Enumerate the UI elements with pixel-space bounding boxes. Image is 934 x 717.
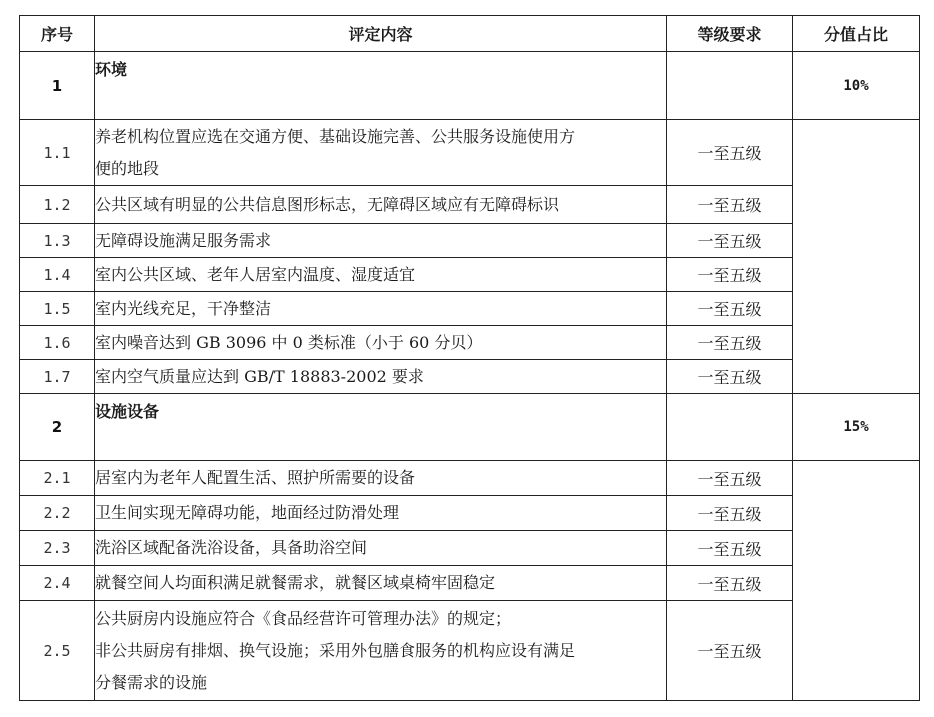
item-content-line: 养老机构位置应选在交通方便、基础设施完善、公共服务设施使用方 <box>95 126 576 146</box>
section-row <box>20 394 920 461</box>
item-level: 一至五级 <box>667 292 793 326</box>
item-content <box>95 258 667 292</box>
item-content <box>95 292 667 326</box>
section-weight: 15% <box>793 394 920 461</box>
item-content-line: 公共厨房内设施应符合《食品经营许可管理办法》的规定； <box>95 608 512 628</box>
item-number: 2.1 <box>20 461 95 496</box>
item-content-line: 非公共厨房有排烟、换气设施；采用外包膳食服务的机构应设有满足 <box>95 640 576 660</box>
header-row <box>20 16 920 52</box>
table-row <box>20 186 920 224</box>
item-level: 一至五级 <box>667 120 793 186</box>
item-content-line: 就餐空间人均面积满足就餐需求，就餐区域桌椅牢固稳定 <box>95 573 496 592</box>
item-content <box>95 120 667 186</box>
table-row <box>20 326 920 360</box>
item-weight-merged <box>793 120 920 394</box>
item-number: 1.6 <box>20 326 95 360</box>
table-row <box>20 566 920 601</box>
section-title: 设施设备 <box>95 394 667 461</box>
item-level: 一至五级 <box>667 566 793 601</box>
item-number: 1.4 <box>20 258 95 292</box>
header-weight: 分值占比 <box>793 16 920 52</box>
item-content-line: 居室内为老年人配置生活、照护所需要的设备 <box>95 468 416 487</box>
table-row <box>20 531 920 566</box>
item-level: 一至五级 <box>667 224 793 258</box>
item-content <box>95 461 667 496</box>
item-content-line: 卫生间实现无障碍功能，地面经过防滑处理 <box>95 503 400 522</box>
item-number: 2.5 <box>20 601 95 701</box>
table-row <box>20 224 920 258</box>
item-number: 1.2 <box>20 186 95 224</box>
section-row <box>20 52 920 120</box>
item-content-line: 室内噪音达到 GB 3096 中 0 类标准（小于 60 分贝） <box>95 332 483 352</box>
item-content-line: 无障碍设施满足服务需求 <box>95 230 272 250</box>
header-content: 评定内容 <box>95 16 667 52</box>
item-number: 1.7 <box>20 360 95 394</box>
item-level: 一至五级 <box>667 531 793 566</box>
item-content <box>95 531 667 566</box>
item-level: 一至五级 <box>667 496 793 531</box>
item-number: 2.4 <box>20 566 95 601</box>
section-level-empty <box>667 52 793 120</box>
item-number: 2.3 <box>20 531 95 566</box>
item-content-line: 室内空气质量应达到 GB/T 18883-2002 要求 <box>95 366 424 386</box>
table-row <box>20 292 920 326</box>
item-content <box>95 186 667 224</box>
item-content <box>95 601 667 701</box>
item-content <box>95 224 667 258</box>
table-body <box>20 52 920 701</box>
item-number: 1.3 <box>20 224 95 258</box>
item-level: 一至五级 <box>667 258 793 292</box>
item-content-line: 分餐需求的设施 <box>95 672 208 692</box>
item-content-line: 洗浴区域配备洗浴设备，具备助浴空间 <box>95 538 368 557</box>
item-level: 一至五级 <box>667 186 793 224</box>
item-content-line: 公共区域有明显的公共信息图形标志，无障碍区域应有无障碍标识 <box>95 194 560 214</box>
section-weight: 10% <box>793 52 920 120</box>
item-level: 一至五级 <box>667 326 793 360</box>
section-number: 2 <box>20 394 95 461</box>
item-content <box>95 566 667 601</box>
table-row <box>20 360 920 394</box>
item-number: 2.2 <box>20 496 95 531</box>
item-content-line: 便的地段 <box>95 158 160 178</box>
header-level: 等级要求 <box>667 16 793 52</box>
item-number: 1.1 <box>20 120 95 186</box>
item-level: 一至五级 <box>667 360 793 394</box>
item-content <box>95 496 667 531</box>
section-title: 环境 <box>95 52 667 120</box>
item-number: 1.5 <box>20 292 95 326</box>
item-weight-merged <box>793 461 920 701</box>
item-content <box>95 326 667 360</box>
table-row <box>20 601 920 701</box>
header-seq: 序号 <box>20 16 95 52</box>
evaluation-table <box>19 15 920 701</box>
section-level-empty <box>667 394 793 461</box>
item-content-line: 室内公共区域、老年人居室内温度、湿度适宜 <box>95 264 416 284</box>
table-row <box>20 120 920 186</box>
item-level: 一至五级 <box>667 601 793 701</box>
table-row <box>20 461 920 496</box>
table-row <box>20 496 920 531</box>
item-content-line: 室内光线充足，干净整洁 <box>95 298 272 318</box>
table-row <box>20 258 920 292</box>
section-number: 1 <box>20 52 95 120</box>
item-content <box>95 360 667 394</box>
item-level: 一至五级 <box>667 461 793 496</box>
